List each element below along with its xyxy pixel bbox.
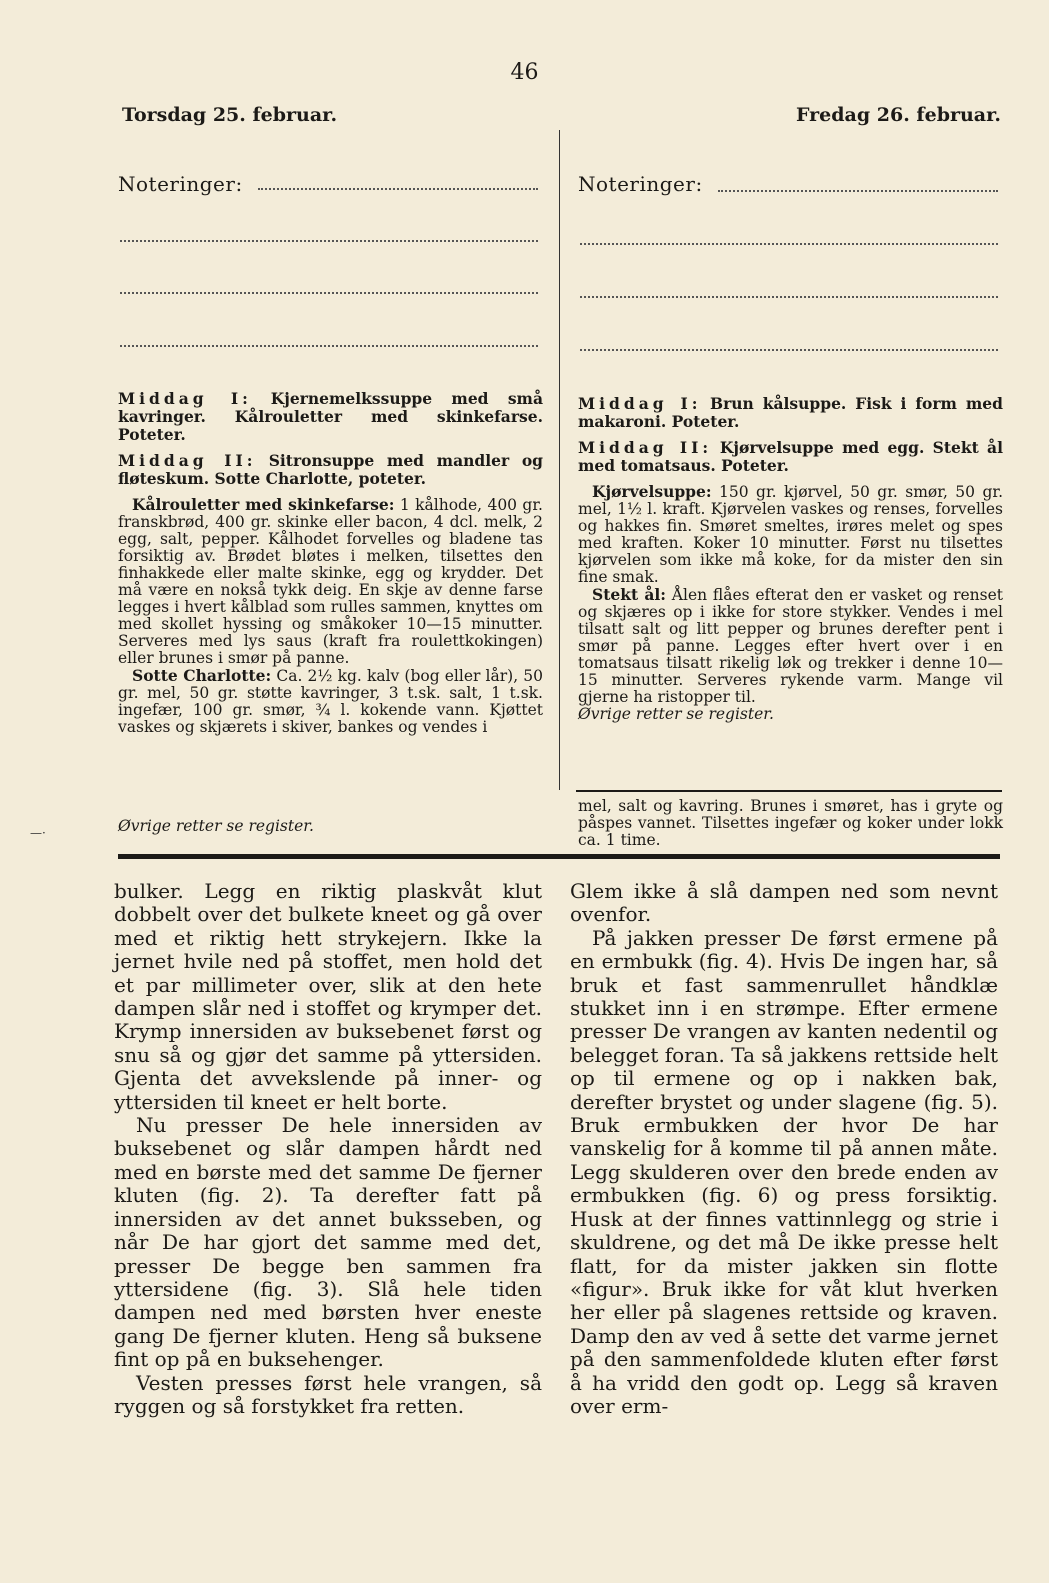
article-right: Glem ikke å slå dampen ned som nevnt ovenfor. På jakken presser De først ermene på en ermbukk (fig. 4). Hvis De ingen har, så bruk et fast sammenrullet håndklæ stukket inn i en strømpe. Efter ermene presser De vrangen av kanten nedentil og belegget foran. Ta så jakkens rettside helt op til ermene og op i nakken bak, derefter brystet og under slagene (fig. 5). Bruk ermbukken der hvor De har vanskelig for å komme til på annen måte. Legg skulderen over den brede enden av ermbukken (fig. 6) og press forsiktig. Husk at der finnes vattinnlegg og strie i skuldrene, og det må De ikke presse helt flatt, for da mister jakken sin flotte «figur». Bruk ikke for våt klut hverken her eller på slagenes rettside og kraven. Damp den av ved å sette det varme jernet på den sammenfoldede kluten efter først å ha vridd den godt op. Legg så kraven over erm- [570, 879, 998, 1418]
recipes-left [118, 390, 543, 736]
note-line [120, 345, 538, 347]
middag-1: Middag I: Kjernemelkssuppe med små kavringer. Kålrouletter med skinkefarse. Poteter. [118, 389, 543, 444]
continuation-text: mel, salt og kavring. Brunes i smøret, has i gryte og påspes vannet. Tilsettes ingefær og koker under lokk ca. 1 time. [578, 797, 1003, 849]
note-line [580, 349, 998, 351]
notes-right [578, 172, 1003, 196]
note-line [718, 190, 998, 192]
date-friday: Fredag 26. februar. [796, 104, 1001, 126]
divider-rule [576, 790, 1002, 792]
middag-2: Middag II: Kjørvelsuppe med egg. Stekt ål med tomatsaus. Poteter. [578, 438, 1003, 475]
page-number: 46 [510, 60, 539, 85]
other-dishes-right: Øvrige retter se register. [578, 705, 774, 723]
note-line [580, 296, 998, 298]
other-dishes-left: Øvrige retter se register. [118, 817, 314, 835]
margin-mark: —· [30, 826, 46, 840]
date-thursday: Torsdag 25. februar. [122, 104, 338, 126]
middag-2: Middag II: Sitronsuppe med mandler og fløteskum. Sotte Charlotte, poteter. [118, 451, 543, 488]
recipe-kalrouletter: Kålrouletter med skinkefarse: 1 kålhode, 400 gr. franskbrød, 400 gr. skinke eller bacon, 4 dcl. melk, 2 egg, salt, pepper. Kålhodet forvelles og bladene tas forsiktig av. Brødet bløtes i melken, tilsettes den finhakkede eller malte skinke, egg og krydder. Det må være en nokså tykk deig. En skje av denne farse legges i hvert kålblad som rulles sammen, knyttes om med skollet hyssing og småkoker 10—15 minutter. Serveres med lys saus (kraft fra roulettkokingen) eller brunes i smør på panne. [118, 495, 543, 667]
recipe-kjorvelsuppe: Kjørvelsuppe: 150 gr. kjørvel, 50 gr. smør, 50 gr. mel, 1½ l. kraft. Kjørvelen vaskes og renses, forvelles og hakkes fin. Smøret smeltes, irøres melet og spes med kraften. Koker 10 minutter. Først nu tilsettes kjørvelen som ikke må koke, for da mister den sin fine smak. [578, 482, 1003, 586]
recipes-right [578, 395, 1003, 731]
recipe-stekt-al: Stekt ål: Ålen flåes efterat den er vasket og renset og skjæres op i ikke for store stykker. Vendes i mel tilsatt salt og litt pepper og brunes derefter pent i smør på panne. Legges efter hvert over i en tomatsaus tilsatt rikelig løk og trekker i denne 10—15 minutter. Serveres rykende varm. Mange vil gjerne ha ristopper til. [578, 585, 1003, 706]
column-divider [559, 130, 560, 790]
note-line [258, 188, 538, 190]
section-rule [118, 854, 1000, 859]
recipe-sotte-charlotte: Sotte Charlotte: Ca. 2½ kg. kalv (bog eller lår), 50 gr. mel, 50 gr. støtte kavringer, 3 t.sk. salt, 1 t.sk. ingefær, 100 gr. smør, ¾ l. kokende vann. Kjøttet vaskes og skjærets i skiver, bankes og vendes i [118, 666, 543, 736]
note-line [120, 240, 538, 242]
article-left: bulker. Legg en riktig plaskvåt klut dobbelt over det bulkete kneet og gå over med et riktig hett strykejern. Ikke la jernet hvile ned på stoffet, men hold det et par millimeter over, slik at den hete dampen slår ned i stoffet og krymper det. Krymp innersiden av buksebenet først og snu så og gjør det samme på yttersiden. Gjenta det avvekslende på inner- og yttersiden til kneet er helt borte. Nu presser De hele innersiden av buksebenet og slår dampen hårdt ned med en børste med det samme De fjerner kluten (fig. 2). Ta derefter fatt på innersiden av det annet buksseben, og når De har gjort det samme med det, presser De begge ben sammen fra yttersidene (fig. 3). Slå hele tiden dampen ned med børsten hver eneste gang De fjerner kluten. Heng så buksene fint op på en buksehenger. Vesten presses først hele vrangen, så ryggen og så forstykket fra retten. [114, 879, 542, 1418]
note-line [580, 243, 998, 245]
notes-left [118, 172, 543, 196]
note-line [120, 292, 538, 294]
notes-label: Noteringer: [118, 172, 243, 196]
middag-1: Middag I: Brun kålsuppe. Fisk i form med makaroni. Poteter. [578, 394, 1003, 431]
notes-label: Noteringer: [578, 172, 703, 196]
